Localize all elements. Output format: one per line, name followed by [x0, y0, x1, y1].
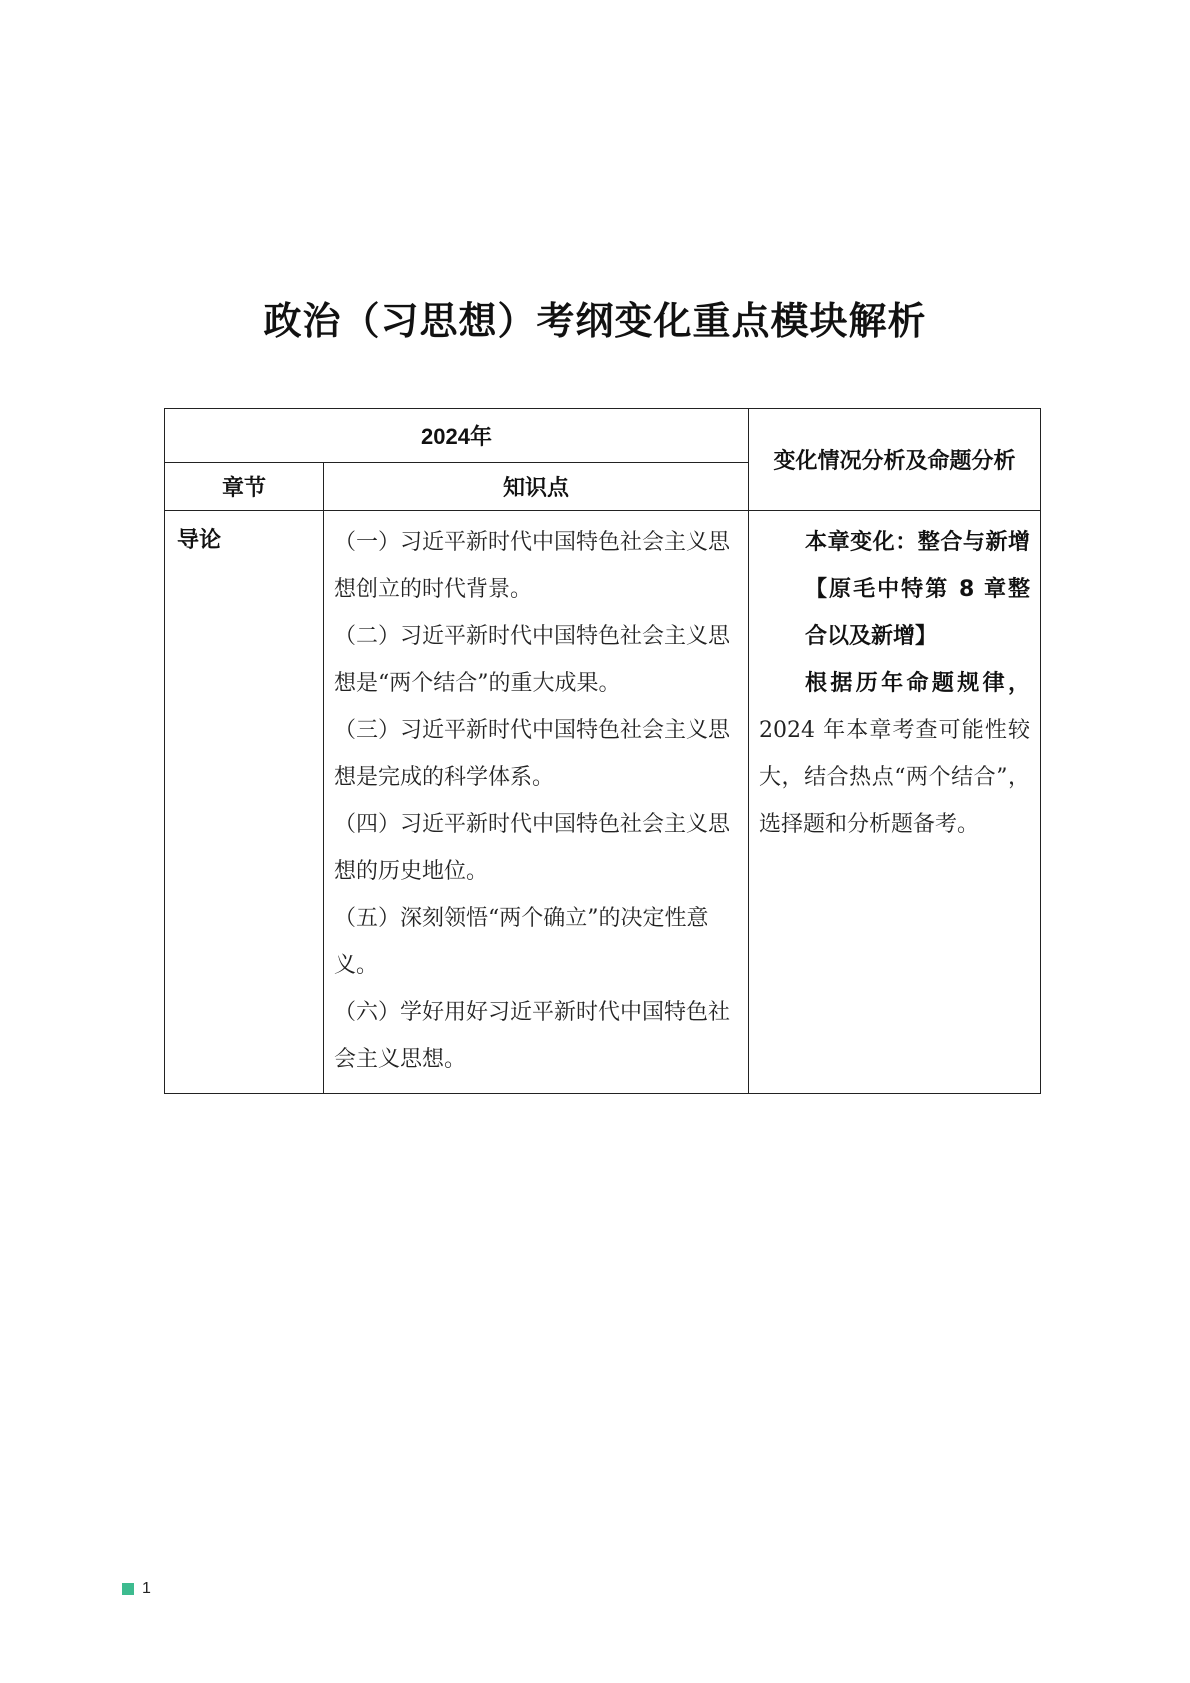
chapter-cell: 导论	[165, 511, 324, 1094]
chapter-change-note: 本章变化：整合与新增【原毛中特第 8 章整合以及新增】	[805, 530, 1031, 649]
footer-mark-icon	[122, 1583, 134, 1595]
knowledge-point: （四）习近平新时代中国特色社会主义思想的历史地位。	[334, 812, 731, 884]
knowledge-point: （五）深刻领悟“两个确立”的决定性意义。	[334, 906, 709, 978]
page-footer	[122, 1580, 151, 1598]
year-header: 2024年	[165, 409, 749, 463]
analysis-lead: 根据历年命题规律，	[805, 671, 1031, 696]
chapter-header: 章节	[165, 463, 324, 511]
analysis-paragraph	[759, 660, 1030, 848]
knowledge-point: （一）习近平新时代中国特色社会主义思想创立的时代背景。	[334, 530, 731, 602]
analysis-cell	[749, 511, 1041, 1094]
table-row	[165, 511, 1041, 1094]
knowledge-point: （二）习近平新时代中国特色社会主义思想是“两个结合”的重大成果。	[334, 624, 731, 696]
outline-table	[164, 408, 1041, 1094]
knowledge-point: （六）学好用好习近平新时代中国特色社会主义思想。	[334, 1000, 731, 1072]
page-title: 政治（习思想）考纲变化重点模块解析	[263, 299, 927, 343]
points-header: 知识点	[324, 463, 749, 511]
analysis-header: 变化情况分析及命题分析	[749, 409, 1041, 511]
points-cell	[324, 511, 749, 1094]
knowledge-point: （三）习近平新时代中国特色社会主义思想是完成的科学体系。	[334, 718, 731, 790]
header-row-1	[165, 409, 1041, 463]
page-number: 1	[142, 1580, 151, 1597]
analysis-text: 2024 年本章考查可能性较大，结合热点“两个结合”，选择题和分析题备考。	[759, 718, 1031, 837]
